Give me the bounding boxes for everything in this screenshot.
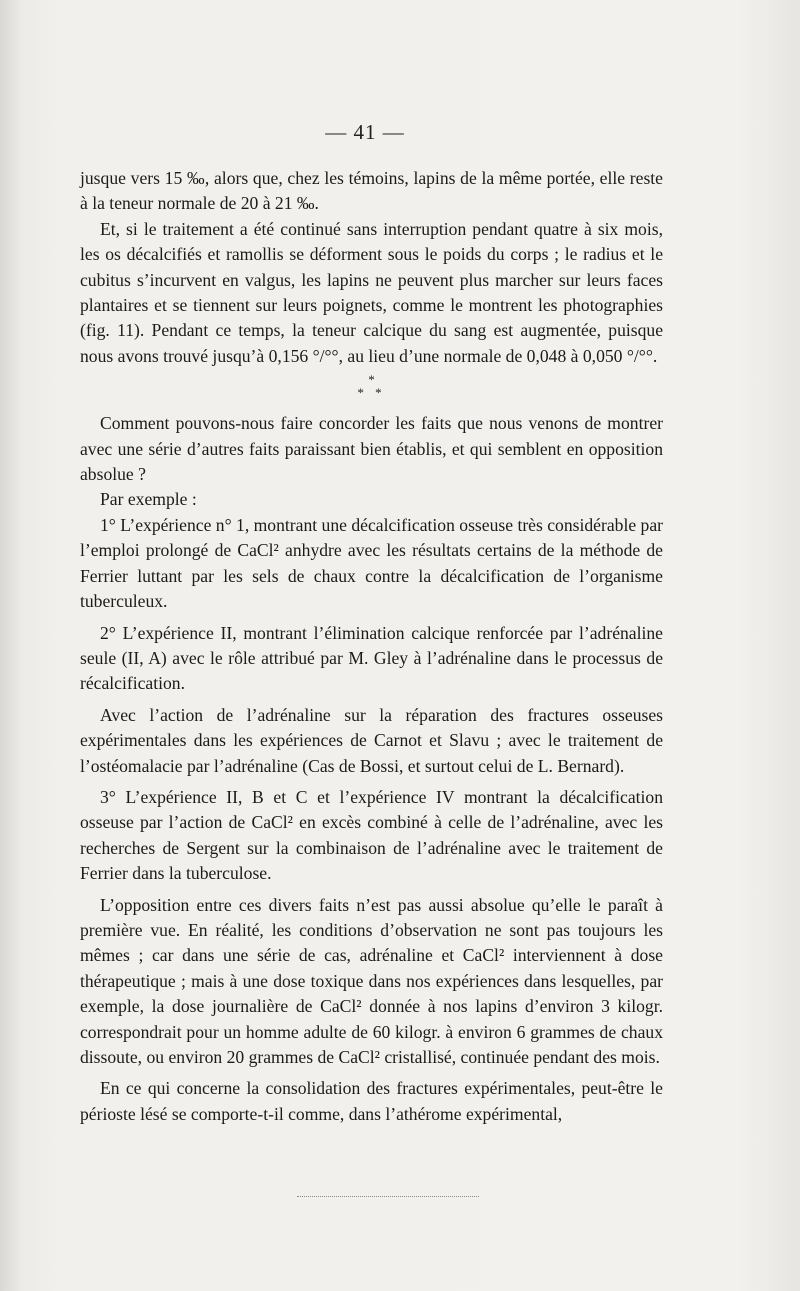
paragraph-9: L’opposition entre ces divers faits n’est pas aussi absolue qu’elle le paraît à première vue. En réalité, les conditions d’observation ne sont pas toujours les mêmes ; car dans une série de cas, adrénaline et CaCl² interviennent à dose thérapeutique ; mais à une dose toxique dans nos expériences dans lesquelles, par exemple, la dose journalière de CaCl² donnée à nos lapins d’environ 3 kilogr. correspondrait pour un homme adulte de 60 kilogr. à environ 6 grammes de chaux dissoute, ou environ 20 grammes de CaCl² cristallisé, continuée pendant des mois. <box>80 894 663 1067</box>
paragraph-3: Comment pouvons-nous faire concorder les faits que nous venons de montrer avec une série d’autres faits paraissant bien établis, et qui semblent en opposition absolue ? <box>80 413 663 485</box>
paragraph-8: 3° L’expérience II, B et C et l’expérience IV montrant la décalcification osseuse par l’action de CaCl² en excès combiné à celle de l’adrénaline, avec les recherches de Sergent sur la combinaison de l’adrénaline avec le traitement de Ferrier dans la tuberculose. <box>80 786 663 884</box>
paragraph-2: Et, si le traitement a été continué sans interruption pendant quatre à six mois, les os décalcifiés et ramollis se déforment sous le poids du corps ; le radius et le cubitus s’incurvent en valgus, les lapins ne peuvent plus marcher sur leurs faces plantaires et se tiennent sur leurs poignets, comme le montrent les photographies (fig. 11). Pendant ce temps, la teneur calcique du sang est augmentée, puisque nous avons trouvé jusqu’à 0,156 °/°°, au lieu d’une normale de 0,048 à 0,050 °/°°. <box>80 218 663 366</box>
page-number: — 41 — <box>325 120 405 144</box>
paragraph-1: jusque vers 15 ‰, alors que, chez les témoins, lapins de la même portée, elle reste à la teneur normale de 20 à 21 ‰. <box>80 168 663 214</box>
paragraph-6: 2° L’expérience II, montrant l’élimination calcique renforcée par l’adrénaline seule (II, A) avec le rôle attribué par M. Gley à l’adrénaline dans le processus de récalcification. <box>80 622 663 694</box>
paragraph-5: 1° L’expérience n° 1, montrant une décalcification osseuse très considérable par l’emploi prolongé de CaCl² anhydre avec les résultats certains de la méthode de Ferrier luttant par les sels de chaux contre la décalcification de l’organisme tuberculeux. <box>80 514 664 612</box>
paragraph-4: Par exemple : <box>100 489 197 510</box>
paragraph-10: En ce qui concerne la consolidation des fractures expérimentales, peut-être le périoste lésé se comporte-t-il comme, dans l’athérome expérimental, <box>80 1078 663 1124</box>
separator-star-top: * <box>368 372 375 388</box>
body-text <box>80 166 663 1127</box>
bottom-rule <box>297 1196 479 1197</box>
paragraph-7: Avec l’action de l’adrénaline sur la réparation des fractures osseuses expérimentales dans les expériences de Carnot et Slavu ; avec le traitement de l’ostéomalacie par l’adrénaline (Cas de Bossi, et surtout celui de L. Bernard). <box>80 704 663 776</box>
separator-star-bottom: * * <box>357 385 386 401</box>
section-separator <box>80 373 663 399</box>
